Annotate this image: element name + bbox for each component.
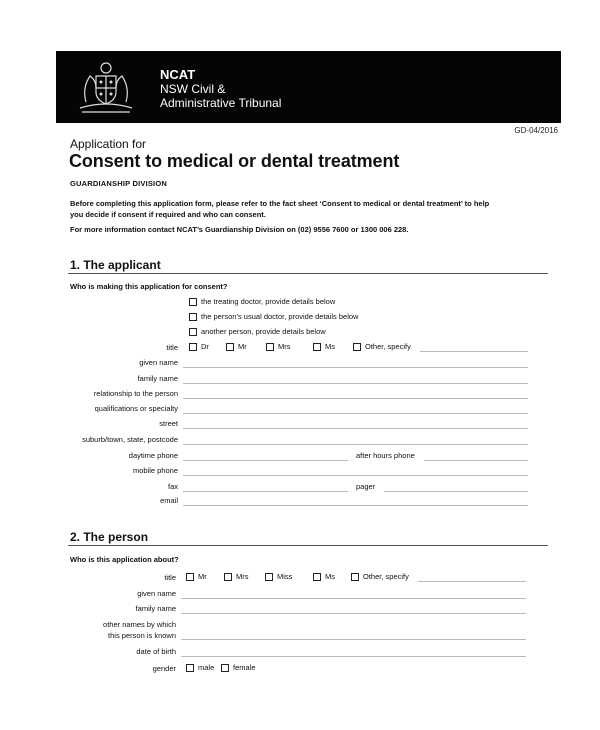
coat-of-arms-icon <box>74 58 138 116</box>
applicant-mobile-field[interactable] <box>183 475 528 476</box>
applicant-title-dr[interactable] <box>189 342 209 351</box>
checkbox[interactable] <box>353 343 361 351</box>
checkbox[interactable] <box>313 343 321 351</box>
checkbox[interactable] <box>266 343 274 351</box>
checkbox[interactable] <box>189 328 197 336</box>
applicant-email-field[interactable] <box>183 505 528 506</box>
person-title-other[interactable] <box>351 572 409 581</box>
applicant-email-label: email <box>160 496 178 505</box>
org-abbreviation: NCAT <box>160 67 196 82</box>
applicant-title-other[interactable] <box>353 342 411 351</box>
checkbox[interactable] <box>351 573 359 581</box>
applicant-suburb-label: suburb/town, state, postcode <box>82 435 178 444</box>
intro-line-2: you decide if consent if required and who can consent. <box>70 210 266 219</box>
applicant-qualifications-label: qualifications or specialty <box>94 404 178 413</box>
section-2-divider <box>68 545 548 546</box>
division-label: GUARDIANSHIP DIVISION <box>70 179 167 188</box>
contact-text: For more information contact NCAT’s Guardianship Division on (02) 9556 7600 or 1300 006 228. <box>70 225 409 234</box>
person-gender-female[interactable] <box>221 663 256 672</box>
person-family-name-field[interactable] <box>181 613 526 614</box>
person-dob-field[interactable] <box>181 656 526 657</box>
applicant-title-mr[interactable] <box>226 342 247 351</box>
option-label: the person’s usual doctor, provide details below <box>201 312 359 321</box>
applicant-street-label: street <box>159 419 178 428</box>
applicant-title-mrs[interactable] <box>266 342 291 351</box>
applicant-option-treating-doctor[interactable] <box>189 297 335 306</box>
checkbox[interactable] <box>224 573 232 581</box>
applicant-title-label: title <box>166 343 178 352</box>
applicant-fax-field[interactable] <box>183 491 348 492</box>
option-label: Mr <box>198 572 207 581</box>
header-banner <box>56 51 561 123</box>
option-label: Mrs <box>236 572 249 581</box>
intro-line-1: Before completing this application form, please refer to the fact sheet ‘Consent to medical or dental treatment’ to help <box>70 199 490 208</box>
option-label: male <box>198 663 215 672</box>
option-label: Mrs <box>278 342 291 351</box>
option-label: Mr <box>238 342 247 351</box>
person-family-name-label: family name <box>135 604 176 613</box>
person-other-names-label <box>103 619 176 641</box>
section-1-question: Who is making this application for consent? <box>70 282 228 291</box>
person-given-name-label: given name <box>137 589 176 598</box>
checkbox[interactable] <box>189 343 197 351</box>
applicant-pager-label: pager <box>356 482 376 491</box>
applicant-option-usual-doctor[interactable] <box>189 312 358 321</box>
person-title-label: title <box>164 573 176 582</box>
applicant-daytime-phone-field[interactable] <box>183 460 348 461</box>
applicant-after-hours-field[interactable] <box>424 460 528 461</box>
section-2-question: Who is this application about? <box>70 555 179 564</box>
form-code: GD-04/2016 <box>514 126 558 135</box>
applicant-relationship-label: relationship to the person <box>93 389 178 398</box>
applicant-qualifications-field[interactable] <box>183 413 528 414</box>
applicant-relationship-field[interactable] <box>183 398 528 399</box>
checkbox[interactable] <box>313 573 321 581</box>
applicant-title-ms[interactable] <box>313 342 335 351</box>
applicant-street-field[interactable] <box>183 428 528 429</box>
person-other-names-field[interactable] <box>181 639 526 640</box>
person-title-ms[interactable] <box>313 572 335 581</box>
applicant-title-other-field[interactable] <box>420 351 528 352</box>
applicant-suburb-field[interactable] <box>183 444 528 445</box>
person-gender-male[interactable] <box>186 663 214 672</box>
applicant-mobile-label: mobile phone <box>132 466 178 475</box>
checkbox[interactable] <box>186 664 194 672</box>
person-title-mr[interactable] <box>186 572 207 581</box>
section-1-heading: 1. The applicant <box>70 258 161 272</box>
applicant-given-name-label: given name <box>139 358 178 367</box>
option-label: another person, provide details below <box>201 327 326 336</box>
checkbox[interactable] <box>189 313 197 321</box>
checkbox[interactable] <box>221 664 229 672</box>
option-label: Ms <box>325 572 335 581</box>
other-names-line-2: this person is known <box>108 631 176 640</box>
checkbox[interactable] <box>265 573 273 581</box>
option-label: female <box>233 663 256 672</box>
person-title-mrs[interactable] <box>224 572 249 581</box>
applicant-family-name-label: family name <box>137 374 178 383</box>
person-gender-label: gender <box>152 664 176 673</box>
option-label: Miss <box>277 572 293 581</box>
option-label: Ms <box>325 342 335 351</box>
org-line-1: NSW Civil & <box>160 82 226 96</box>
person-given-name-field[interactable] <box>181 598 526 599</box>
option-label: the treating doctor, provide details below <box>201 297 336 306</box>
checkbox[interactable] <box>189 298 197 306</box>
person-dob-label: date of birth <box>136 647 176 656</box>
intro-text <box>70 198 550 220</box>
checkbox[interactable] <box>226 343 234 351</box>
other-names-line-1: other names by which <box>103 620 176 629</box>
option-label: Other, specify <box>363 572 409 581</box>
section-2-heading: 2. The person <box>70 530 149 544</box>
checkbox[interactable] <box>186 573 194 581</box>
applicant-fax-label: fax <box>167 482 178 491</box>
page-title: Consent to medical or dental treatment <box>69 151 400 171</box>
pre-title: Application for <box>70 137 147 151</box>
applicant-option-another-person[interactable] <box>189 327 326 336</box>
applicant-daytime-phone-label: daytime phone <box>128 451 178 460</box>
section-1-divider <box>68 273 548 274</box>
organisation-name <box>160 67 281 110</box>
applicant-family-name-field[interactable] <box>183 383 528 384</box>
org-line-2: Administrative Tribunal <box>160 96 282 110</box>
option-label: Dr <box>201 342 209 351</box>
person-title-miss[interactable] <box>265 572 292 581</box>
applicant-given-name-field[interactable] <box>183 367 528 368</box>
applicant-pager-field[interactable] <box>384 491 528 492</box>
person-title-other-field[interactable] <box>418 581 526 582</box>
applicant-after-hours-label: after hours phone <box>356 451 415 460</box>
option-label: Other, specify <box>365 342 411 351</box>
